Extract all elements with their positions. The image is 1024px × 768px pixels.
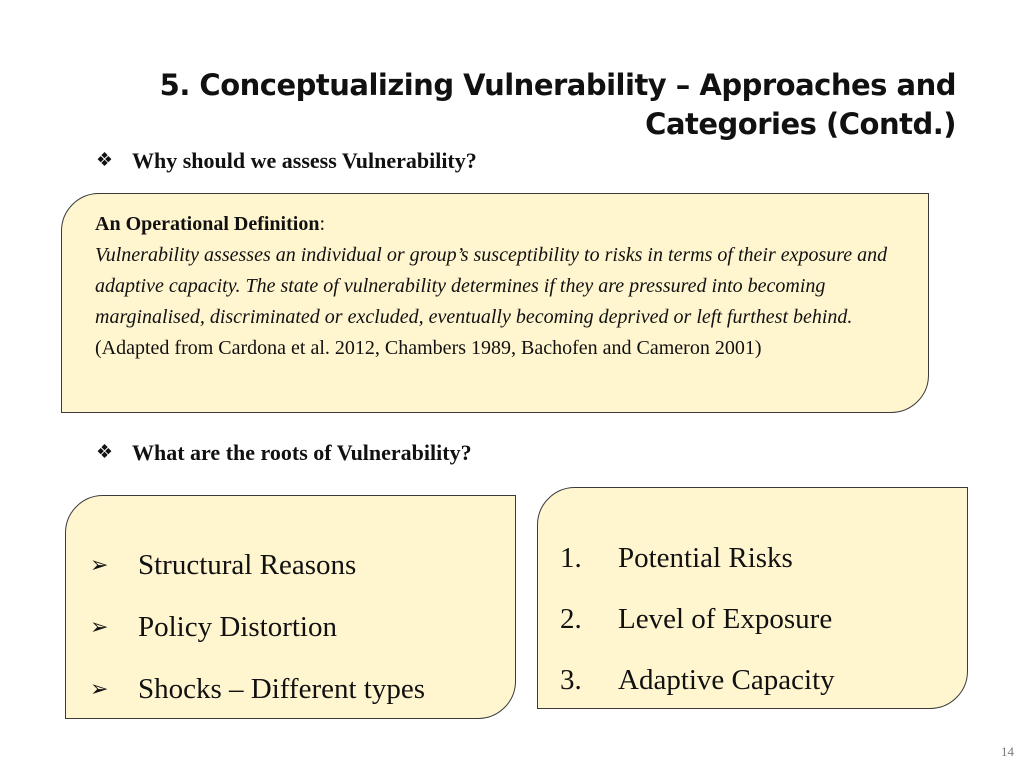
categories-list-box	[537, 487, 968, 709]
list-number: 1.	[560, 542, 582, 574]
arrow-bullet-icon: ➢	[90, 614, 109, 639]
category-adaptive-capacity: Adaptive Capacity	[618, 664, 835, 696]
definition-heading-text: An Operational Definition	[95, 213, 320, 235]
list-item	[560, 528, 967, 589]
arrow-bullet-icon: ➢	[90, 676, 109, 701]
list-number: 3.	[560, 664, 582, 696]
list-item	[90, 658, 515, 720]
category-potential-risks: Potential Risks	[618, 542, 793, 574]
definition-citation: (Adapted from Cardona et al. 2012, Chambers 1989, Bachofen and Cameron 2001)	[95, 337, 762, 359]
category-level-of-exposure: Level of Exposure	[618, 603, 833, 635]
question-why-assess-text: Why should we assess Vulnerability?	[132, 148, 477, 173]
definition-heading	[95, 208, 898, 240]
operational-definition-box	[61, 193, 929, 413]
definition-body	[95, 240, 898, 364]
list-item	[560, 650, 967, 711]
roots-list-box	[65, 495, 516, 719]
diamond-bullet-icon: ❖	[96, 442, 114, 463]
slide-title-line-1: 5. Conceptualizing Vulnerability – Approaches and	[159, 68, 956, 102]
root-item-shocks: Shocks – Different types	[138, 672, 425, 705]
question-why-assess	[96, 148, 477, 174]
page-number: 14	[1001, 744, 1014, 759]
definition-text: Vulnerability assesses an individual or group’s susceptibility to risks in terms of their exposure and adaptive capacity. The state of vulnerability determines if they are pressured into becoming marginalised, discriminated or excluded, eventually becoming deprived or left furthest behind.	[95, 244, 888, 328]
slide-title-line-2: Categories (Contd.)	[645, 107, 956, 141]
list-item	[90, 534, 515, 596]
arrow-bullet-icon: ➢	[90, 552, 109, 577]
list-item	[90, 596, 515, 658]
list-item	[560, 589, 967, 650]
root-item-policy: Policy Distortion	[138, 610, 337, 643]
question-roots-text: What are the roots of Vulnerability?	[132, 440, 472, 465]
definition-heading-colon: :	[319, 213, 326, 235]
diamond-bullet-icon: ❖	[96, 150, 114, 171]
list-number: 2.	[560, 603, 582, 635]
question-roots	[96, 440, 472, 466]
slide-title	[120, 66, 956, 144]
root-item-structural: Structural Reasons	[138, 548, 357, 581]
